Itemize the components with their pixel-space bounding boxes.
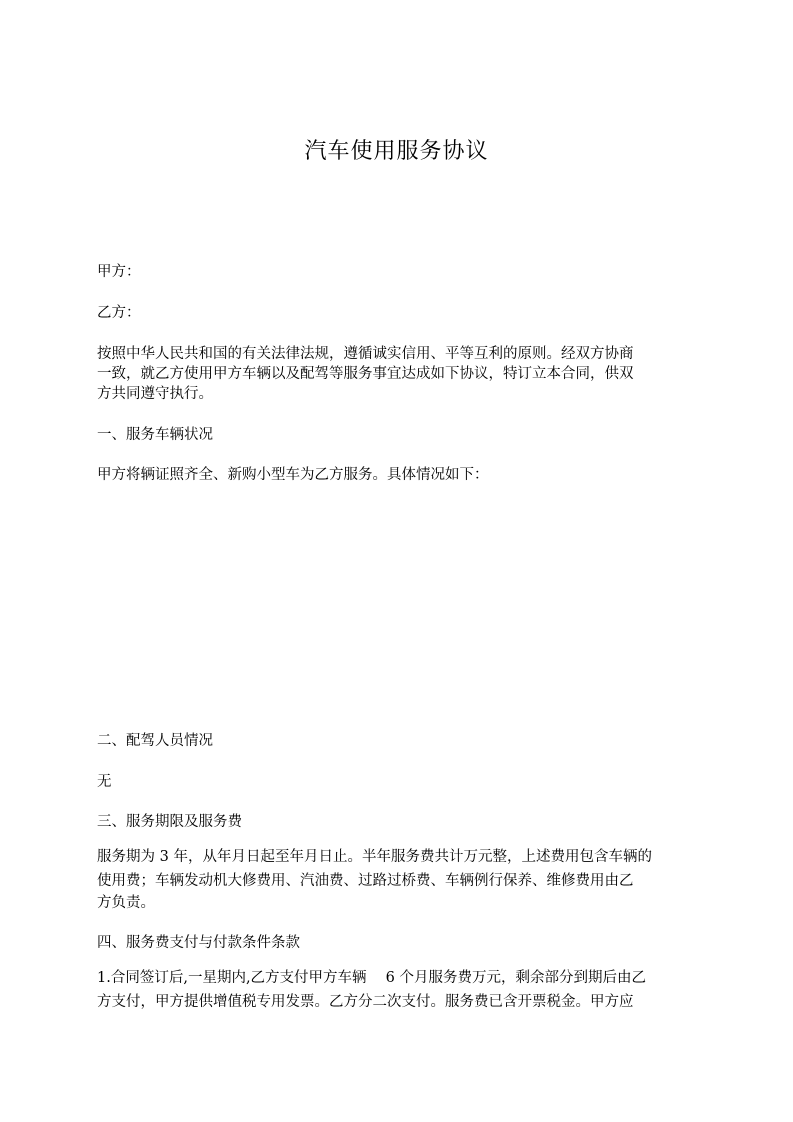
section-1-text: 甲方将辆证照齐全、新购小型车为乙方服务。具体情况如下： [97, 467, 489, 483]
section-3-line-3: 方负责。 [97, 895, 155, 911]
section-3-line-1: 服务期为 3 年，从年月日起至年月日止。半年服务费共计万元整，上述费用包含车辆的 [97, 849, 652, 865]
section-3-heading: 三、服务期限及服务费 [97, 814, 242, 830]
section-3-line-2: 使用费；车辆发动机大修费用、汽油费、过路过桥费、车辆例行保养、维修费用由乙 [97, 873, 634, 889]
section-2-heading: 二、配驾人员情况 [97, 733, 213, 749]
section-2-text: 无 [97, 774, 112, 790]
document-title: 汽车使用服务协议 [304, 139, 489, 164]
section-4-heading: 四、服务费支付与付款条件条款 [97, 935, 300, 951]
section-1-heading: 一、服务车辆状况 [97, 427, 213, 443]
party-a-label: 甲方： [97, 264, 141, 280]
section-4-line-1: 1.合同签订后,一星期内,乙方支付甲方车辆 6 个月服务费万元，剩余部分到期后由乙 [97, 970, 646, 986]
intro-line-3: 方共同遵守执行。 [97, 386, 213, 402]
intro-line-1: 按照中华人民共和国的有关法律法规，遵循诚实信用、平等互利的原则。经双方协商 [97, 346, 634, 362]
section-4-line-2: 方支付，甲方提供增值税专用发票。乙方分二次支付。服务费已含开票税金。甲方应 [97, 994, 634, 1010]
party-b-label: 乙方： [97, 305, 141, 321]
intro-line-2: 一致，就乙方使用甲方车辆以及配驾等服务事宜达成如下协议，特订立本合同，供双 [97, 366, 634, 382]
